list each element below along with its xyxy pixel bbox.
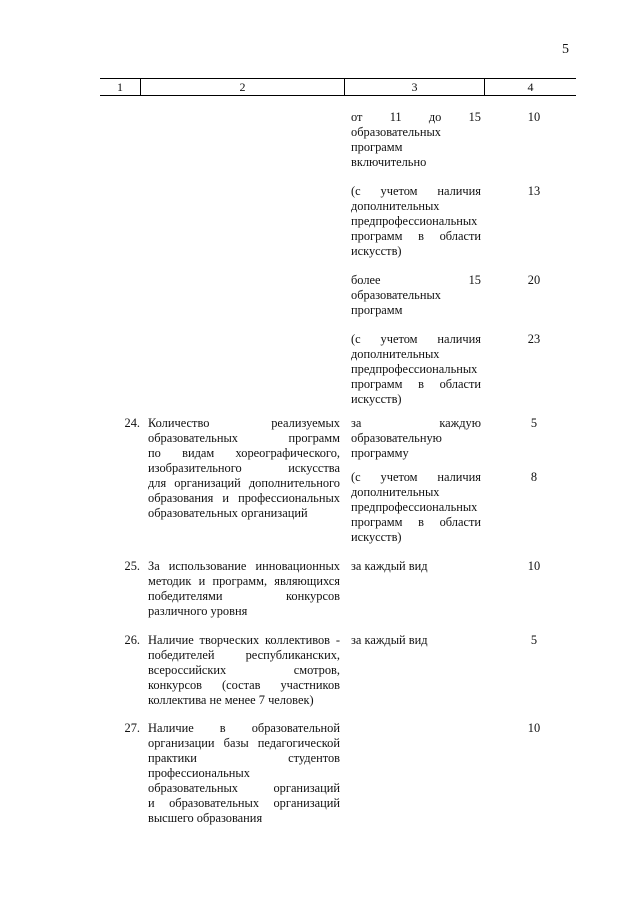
condition-text: за каждый вид: [351, 633, 428, 647]
condition-text: (с учетом наличия дополнительных предпрофессиональных программ в области искусств): [351, 470, 481, 544]
points-value: 23: [527, 332, 541, 346]
condition-text: (с учетом наличия дополнительных предпрофессиональных программ в области искусств): [351, 184, 481, 258]
condition-text: за каждую образовательную программу: [351, 416, 481, 460]
points-value: 5: [530, 633, 538, 647]
table-header: [100, 78, 576, 96]
criterion-text: Наличие в образовательной организации базы педагогической практики студентов профессиональных образовательных организаций и образовательных организаций высшего образования: [148, 721, 340, 825]
points-value: 10: [527, 721, 541, 735]
points-value: 10: [527, 110, 541, 124]
criterion-text: Количество реализуемых образовательных программ по видам хореографического, изобразительного искусства для организаций дополнительного образования и профессиональных образовательных организаций: [148, 416, 340, 520]
header-col-3: 3: [411, 80, 418, 94]
header-col-1: 1: [117, 80, 123, 94]
condition-text: от 11 до 15 образовательных программ включительно: [351, 110, 481, 169]
points-value: 20: [527, 273, 541, 287]
condition-text: (с учетом наличия дополнительных предпрофессиональных программ в области искусств): [351, 332, 481, 406]
criterion-text: За использование инновационных методик и программ, являющихся победителями конкурсов различного уровня: [148, 559, 340, 618]
row-number: 26.: [124, 633, 140, 647]
row-number: 24.: [124, 416, 140, 430]
points-value: 5: [530, 416, 538, 430]
points-value: 13: [527, 184, 541, 198]
header-col-2: 2: [239, 80, 246, 94]
points-value: 8: [530, 470, 538, 484]
condition-text: за каждый вид: [351, 559, 428, 573]
header-col-4: 4: [527, 80, 534, 94]
condition-text: более 15 образовательных программ: [351, 273, 481, 317]
row-number: 25.: [124, 559, 140, 573]
row-number: 27.: [124, 721, 140, 735]
page-number: 5: [562, 42, 569, 57]
points-value: 10: [527, 559, 541, 573]
criterion-text: Наличие творческих коллективов - победителей республиканских, всероссийских смотров, конкурсов (состав участников коллектива не менее 7 человек): [148, 633, 340, 707]
